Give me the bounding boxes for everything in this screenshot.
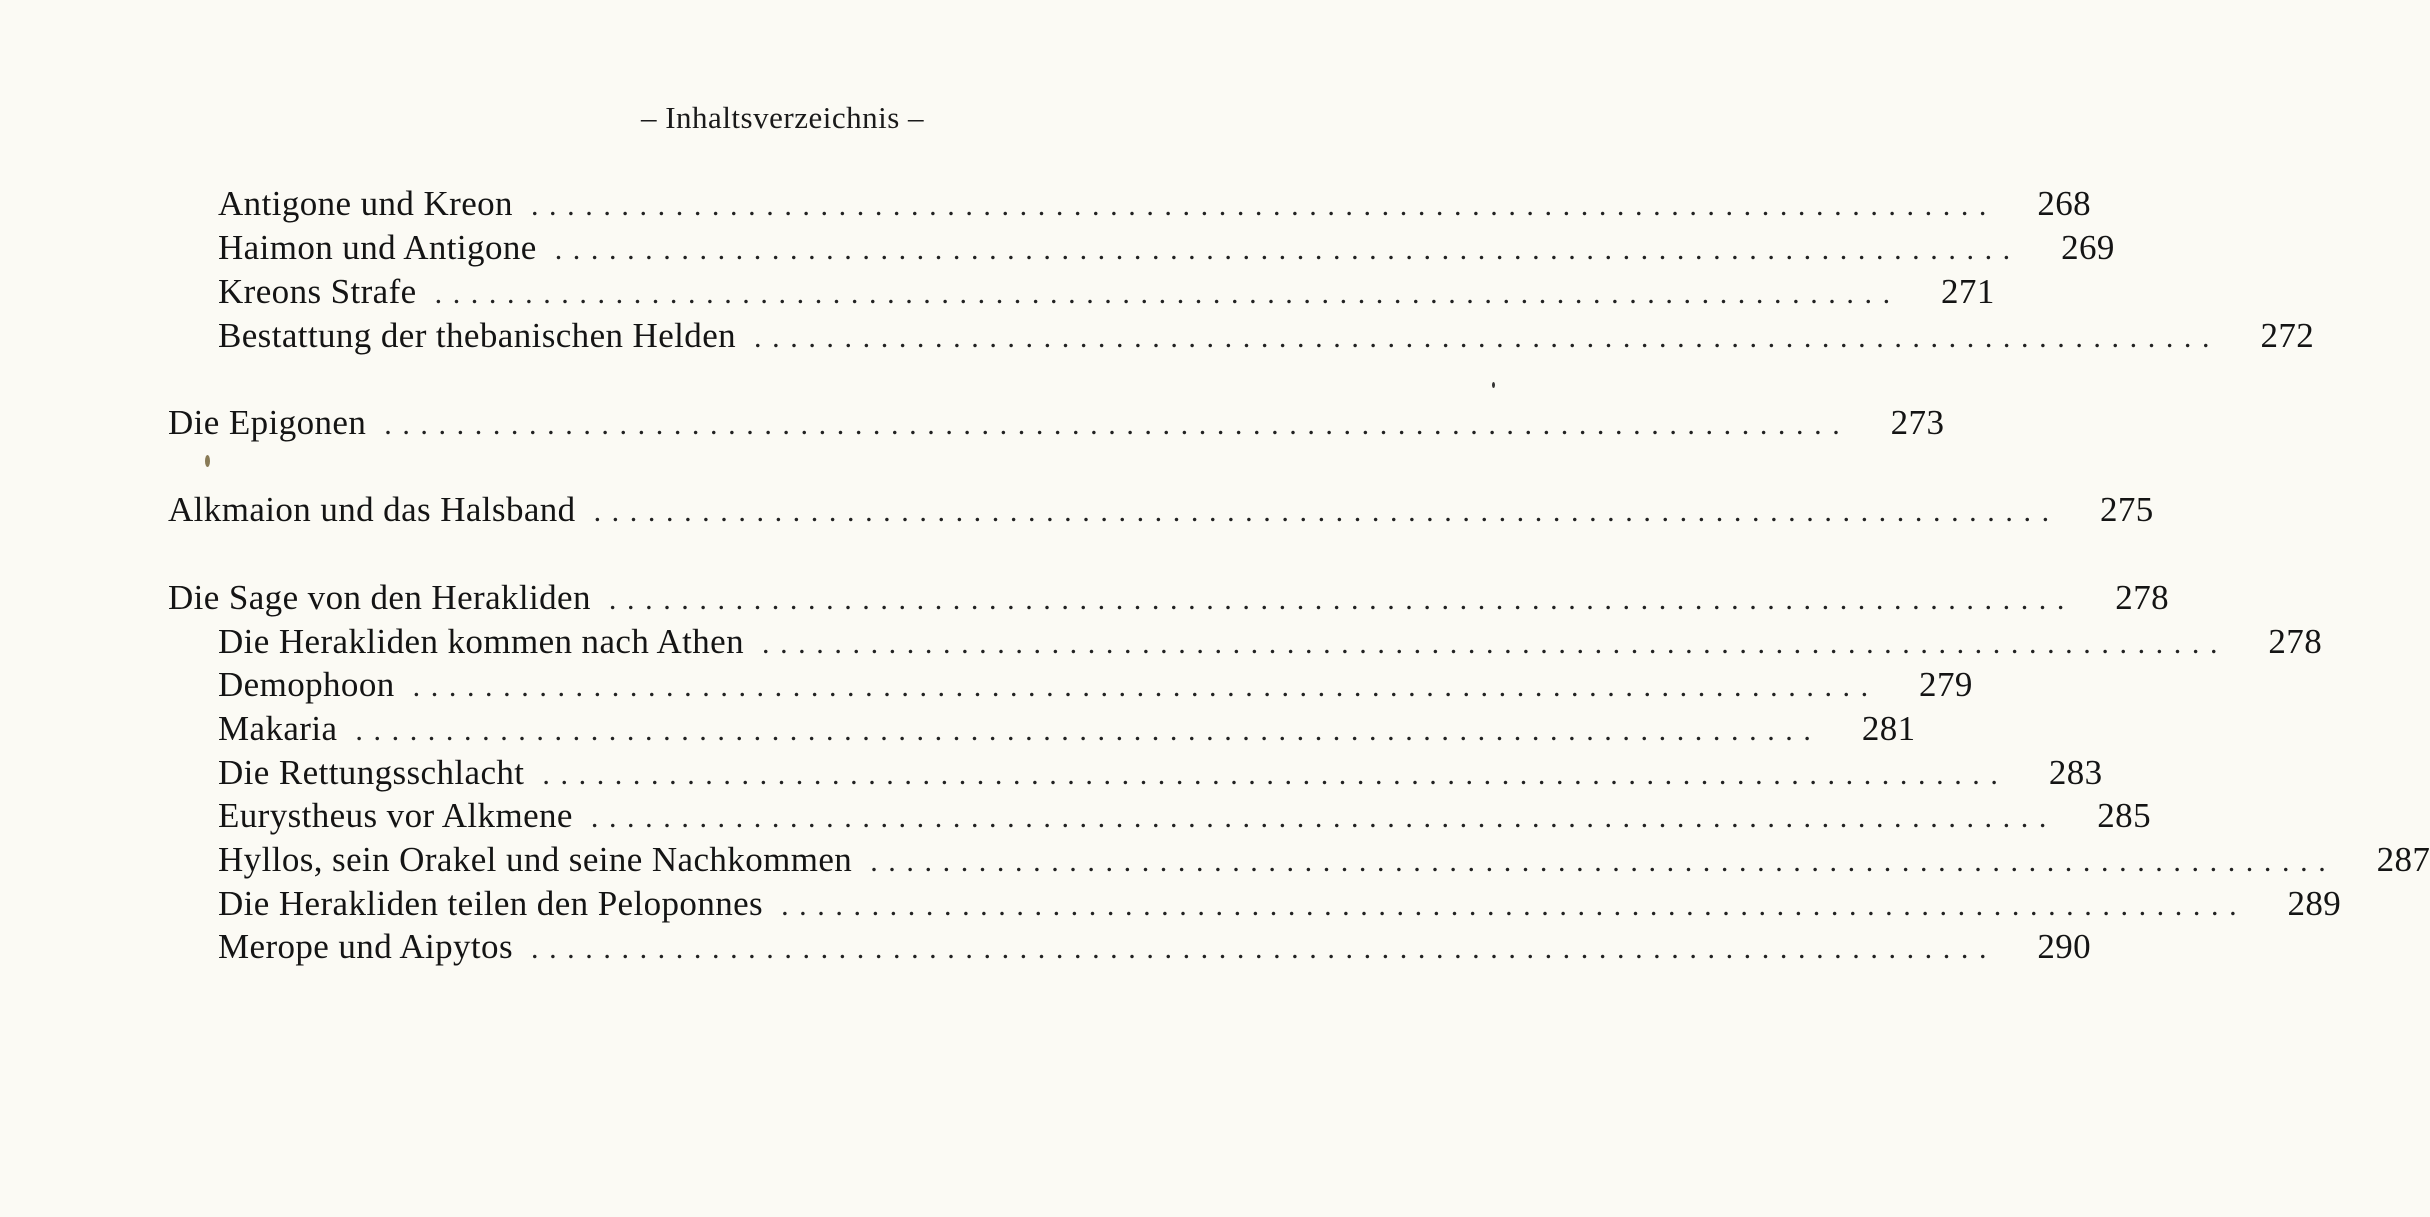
toc-entry xyxy=(168,488,2154,532)
toc-entry xyxy=(168,794,2151,838)
toc-entry xyxy=(168,226,2115,270)
paper-speck xyxy=(205,455,210,467)
toc-entry-title: Hyllos, sein Orakel und seine Nachkommen xyxy=(218,840,853,879)
toc-entry-page: 268 xyxy=(2037,184,2092,223)
leader-dots: ................................................................................. xyxy=(434,277,1901,310)
toc-entry-title: Die Rettungsschlacht xyxy=(218,753,525,792)
toc-entry-page: 283 xyxy=(2048,753,2103,792)
toc-entry-title: Eurystheus vor Alkmene xyxy=(218,796,573,835)
toc-entry-page: 281 xyxy=(1861,709,1916,748)
leader-dots: ................................................................................. xyxy=(593,495,2060,528)
toc-entry xyxy=(168,270,1995,314)
leader-dots: ................................................................................. xyxy=(754,321,2221,354)
toc-entry xyxy=(168,882,2342,926)
paper-mark xyxy=(1492,382,1495,388)
toc-entry-page: 272 xyxy=(2260,316,2315,355)
toc-entry-page: 279 xyxy=(1919,665,1973,704)
toc-entry-title: Die Herakliden teilen den Peloponnes xyxy=(218,884,764,923)
leader-dots: ................................................................................. xyxy=(530,932,1998,965)
leader-dots: ................................................................................. xyxy=(761,627,2229,660)
toc-entry-page: 271 xyxy=(1941,272,1995,311)
toc-entry-title: Haimon und Antigone xyxy=(218,228,537,267)
toc-entry-page: 285 xyxy=(2097,796,2151,835)
toc-entry xyxy=(168,925,2092,969)
toc-entry-page: 290 xyxy=(2037,927,2092,966)
toc-entry xyxy=(168,751,2103,795)
toc-entry xyxy=(168,401,1945,445)
leader-dots: ................................................................................. xyxy=(355,714,1822,747)
toc-entry xyxy=(168,838,2430,882)
leader-dots: ................................................................................. xyxy=(554,233,2021,266)
toc-entry-page: 278 xyxy=(2115,578,2169,617)
toc-entry-title: Kreons Strafe xyxy=(218,272,417,311)
toc-entry-page: 275 xyxy=(2099,490,2154,529)
toc-entry-page: 269 xyxy=(2061,228,2115,267)
toc-entry-page: 278 xyxy=(2268,622,2323,661)
toc-entry-title: Bestattung der thebanischen Helden xyxy=(218,316,737,355)
toc-entry xyxy=(168,576,2169,620)
toc-entry-title: Alkmaion und das Halsband xyxy=(168,490,576,529)
toc-entry-title: Makaria xyxy=(218,709,338,748)
leader-dots: ................................................................................. xyxy=(412,670,1879,703)
leader-dots: ................................................................................. xyxy=(590,801,2057,834)
toc-entry xyxy=(168,663,1973,707)
toc-entry-title: Antigone und Kreon xyxy=(218,184,513,223)
toc-entry xyxy=(168,182,2092,226)
toc-entry xyxy=(168,620,2323,664)
toc-entry xyxy=(168,314,2315,358)
toc-entry-page: 287 xyxy=(2376,840,2430,879)
toc-entry-title: Demophoon xyxy=(218,665,395,704)
running-head: – Inhaltsverzeichnis – xyxy=(640,100,925,135)
toc-entry-title: Die Epigonen xyxy=(168,403,367,442)
toc-entry-page: 289 xyxy=(2287,884,2342,923)
toc-entry xyxy=(168,707,1916,751)
leader-dots: ................................................................................. xyxy=(870,845,2337,878)
toc-entry-title: Merope und Aipytos xyxy=(218,927,513,966)
leader-dots: ................................................................................. xyxy=(542,758,2009,791)
leader-dots: ................................................................................. xyxy=(384,408,1851,441)
toc-entry-page: 273 xyxy=(1890,403,1945,442)
toc-entry-title: Die Herakliden kommen nach Athen xyxy=(218,622,744,661)
leader-dots: ................................................................................. xyxy=(608,583,2075,616)
leader-dots: ................................................................................. xyxy=(781,889,2248,922)
leader-dots: ................................................................................. xyxy=(530,189,1998,222)
toc-entry-title: Die Sage von den Herakliden xyxy=(168,578,591,617)
